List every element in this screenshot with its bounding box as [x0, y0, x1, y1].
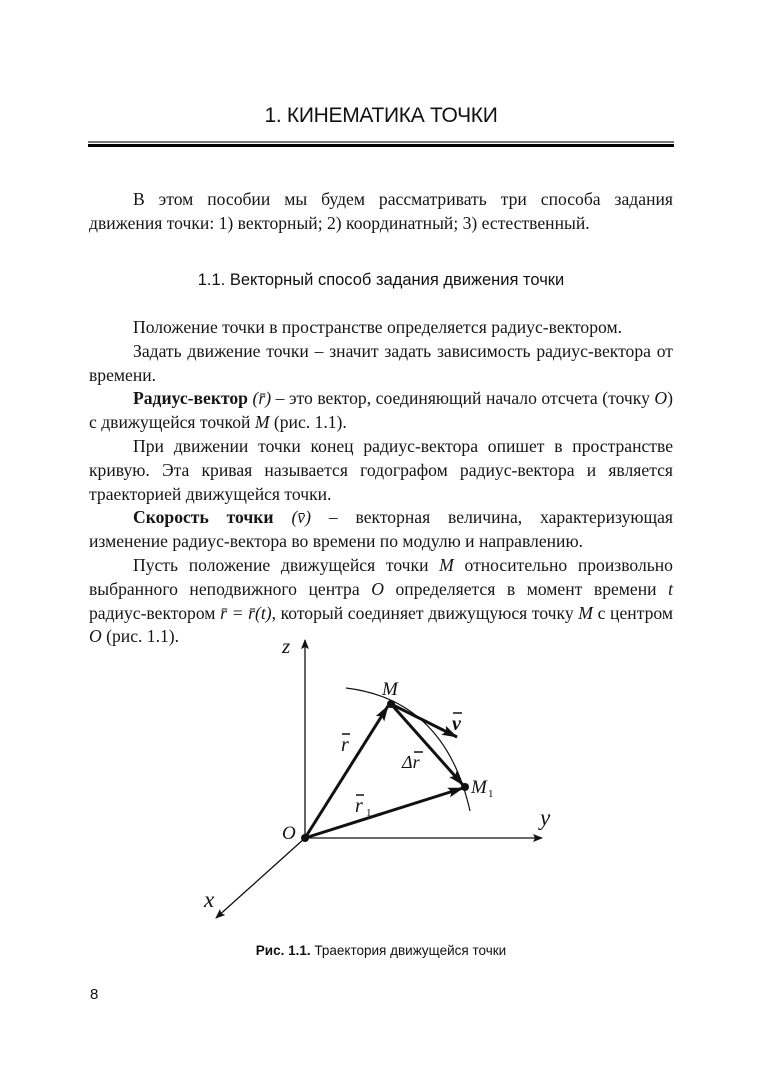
- title-rule-thin: [88, 141, 674, 143]
- label-M1-subscript: 1: [488, 788, 494, 800]
- trajectory-diagram: [190, 620, 570, 940]
- paragraph-radius-vector: [89, 387, 673, 435]
- label-x: x: [204, 887, 215, 912]
- section-title: 1.1. Векторный способ задания движения точки: [197, 271, 565, 289]
- point-O: [301, 834, 309, 842]
- text-fragment: ) с движущейся точкой: [89, 388, 673, 433]
- symbol-r: (r̄): [252, 388, 272, 409]
- chapter-title: 1. КИНЕМАТИКА ТОЧКИ: [264, 104, 498, 127]
- term-velocity: Скорость точки: [133, 507, 274, 528]
- symbol-t: t: [668, 578, 674, 599]
- text-fragment: (рис. 1.1).: [269, 412, 347, 433]
- label-M1: M: [471, 777, 487, 798]
- text-fragment: – векторная величина, характеризующая изменение радиус-вектора во времени по модулю и направлению.: [89, 507, 673, 552]
- vector-v: [391, 704, 457, 737]
- label-r: r: [341, 734, 349, 756]
- paragraph-position: Положение точки в пространстве определяется радиус-вектором.: [133, 317, 623, 337]
- label-z: z: [282, 634, 291, 658]
- symbol-M: M: [439, 554, 454, 575]
- x-axis: [216, 838, 305, 918]
- figure-caption: [88, 943, 674, 958]
- text-fragment: Пусть положение движущейся точки: [133, 554, 440, 575]
- title-rule-thick: [88, 144, 674, 147]
- paragraph-hodograph: При движении точки конец радиус-вектора опишет в пространстве кривую. Эта кривая называется годографом радиус-вектора и является траекторией движущейся точки.: [89, 435, 673, 504]
- label-r1: r: [355, 795, 363, 817]
- text-fragment: определяется в момент времени: [383, 578, 669, 599]
- intro-paragraph: В этом пособии мы будем рассматривать три способа задания движения точки: 1) векторный; 2) координатный; 3) естественный.: [89, 189, 673, 233]
- formula-r-of-t: r̄ = r̄(t): [220, 602, 272, 623]
- page-number: 8: [90, 986, 99, 1003]
- caption-text: Траектория движущейся точки: [310, 943, 507, 958]
- section-body: [89, 316, 673, 649]
- intro-paragraph-block: [89, 188, 673, 236]
- text-fragment: с центром: [592, 602, 673, 623]
- symbol-M: M: [254, 412, 270, 433]
- text-fragment: , который соединяет движущуюся точку: [271, 602, 579, 623]
- text-fragment: (рис. 1.1).: [101, 626, 180, 647]
- vector-r1: [305, 788, 463, 838]
- label-O: O: [282, 823, 296, 844]
- term-radius-vector: Радиус-вектор: [133, 388, 248, 409]
- paragraph-motion-definition: Задать движение точки – значит задать зависимость радиус-вектора от времени.: [89, 340, 673, 385]
- text-fragment: относительно произвольно выбранного неподвижного центра: [89, 554, 673, 599]
- text-fragment: радиус-вектором: [89, 602, 221, 623]
- label-v: v: [452, 713, 461, 735]
- label-y: y: [540, 805, 551, 830]
- symbol-O: O: [89, 626, 102, 647]
- label-delta-r: Δr: [402, 752, 420, 772]
- paragraph-velocity: [89, 506, 673, 554]
- symbol-O: O: [371, 578, 384, 599]
- symbol-O: O: [654, 388, 668, 409]
- point-M: [387, 700, 395, 708]
- label-M: M: [382, 679, 398, 700]
- label-r1-subscript: 1: [366, 807, 372, 819]
- text-fragment: – это вектор, соединяющий начало отсчета (точку: [271, 388, 655, 409]
- point-M1: [461, 783, 469, 791]
- caption-label: Рис. 1.1.: [255, 943, 311, 958]
- symbol-v: (v̄): [291, 507, 311, 528]
- symbol-M: M: [578, 602, 593, 623]
- vector-r: [305, 706, 388, 838]
- figure-trajectory: [190, 620, 570, 940]
